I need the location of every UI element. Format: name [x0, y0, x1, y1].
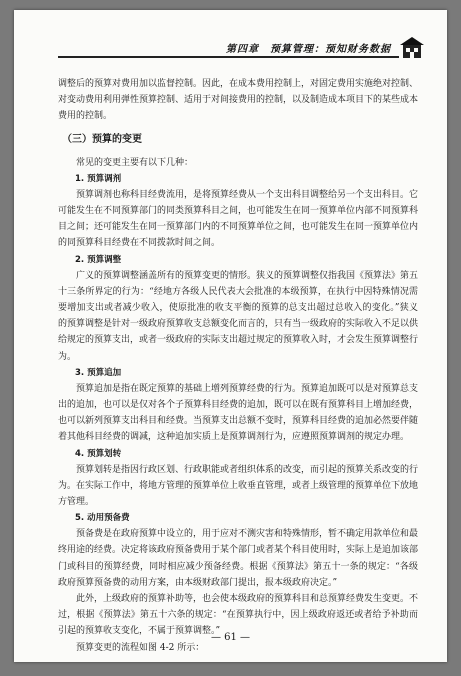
item-paragraph: 预算调剂也称科目经费流用，是将预算经费从一个支出科目调整给另一个支出科目。它可能发生在不同预算部门的同类预算科目之间，也可能发生在同一预算单位内部不同预算科目之间；还可能发生在同一预算部门内的不同预算单位之间，也可能发生在同一预算单位内的同预算科目经费在不同拨款时间之间。 — [58, 189, 419, 249]
item-heading: 4. 预算划转 — [75, 448, 122, 459]
item-paragraph: 预备费是在政府预算中设立的，用于应对不测灾害和特殊情形，暂不确定用款单位和最终用途的经费。决定将该政府预备费用于某个部门或者某个科目使用时，实际上是追加该部门或科目的预算经费，同时相应减少预备经费。根据《预算法》第五十一条的规定：“各级政府预算预备费的动用方案，由本级财政部门提出，报本级政府决定。” — [58, 529, 419, 588]
item-heading: 5. 动用预备费 — [75, 513, 130, 524]
body-text — [58, 76, 418, 656]
intro-paragraph: 调整后的预算对费用加以监督控制。因此，在成本费用控制上，对固定费用实施绝对控制、对变动费用利用弹性预算控制、适用于对间接费用的控制，以及制造成本项目下的某些成本费用的控制。 — [58, 79, 419, 122]
item-paragraph: 预算追加是指在既定预算的基础上增列预算经费的行为。预算追加既可以是对预算总支出的追加，也可以是仅对各个子预算科目经费的追加，既可以在既有预算科目上增加经费，也可以新列预算支出科目和经费。当预算支出总额不变时，预算科目经费的追加必然要伴随着其他科目经费的调减，这种追加实质上是预算调剂行为，应遵照预算调剂的规定办理。 — [58, 383, 419, 443]
item-paragraph: 此外，上级政府的预算补助等，也会使本级政府的预算科目和总预算经费发生变更。不过，根据《预算法》第五十六条的规定：“在预算执行中，因上级政府返还或者给予补助而引起的预算收支变化，不属于预算调整。” — [58, 594, 419, 637]
item-heading: 2. 预算调整 — [75, 254, 122, 265]
item-paragraph: 预算划转是指因行政区划、行政职能或者组织体系的改变，而引起的预算关系改变的行为。在实际工作中，将地方管理的预算单位上收垂直管理，或者上级管理的预算单位下放地方管理。 — [58, 464, 419, 508]
section-lead: 常见的变更主要有以下几种： — [76, 157, 194, 168]
page-number: — 61 — — [210, 632, 251, 643]
house-logo-icon — [399, 36, 425, 60]
item-paragraph: 预算变更的流程如图 4-2 所示： — [76, 642, 205, 653]
item-heading: 1. 预算调剂 — [75, 173, 122, 184]
header-rule — [58, 56, 399, 58]
document-page — [14, 10, 447, 662]
section-heading: （三）预算的变更 — [62, 133, 142, 145]
item-paragraph: 广义的预算调整涵盖所有的预算变更的情形。狭义的预算调整仅指我国《预算法》第五十三条所界定的行为：“经地方各级人民代表大会批准的本级预算，在执行中因特殊情况需要增加支出或者减少收入，使原批准的收支平衡的预算的总支出超过总收入的变化。”狭义的预算调整是针对一级政府预算收支总额变化而言的，只有当一级政府的实际收入不足以供给规定的预算支出，或者一级政府的实际支出超过规定的预算收入时，才会发生预算调整行为。 — [58, 270, 419, 362]
item-heading: 3. 预算追加 — [75, 367, 122, 378]
running-header — [14, 36, 447, 64]
chapter-title: 第四章 预算管理：预知财务数据 — [226, 44, 391, 55]
